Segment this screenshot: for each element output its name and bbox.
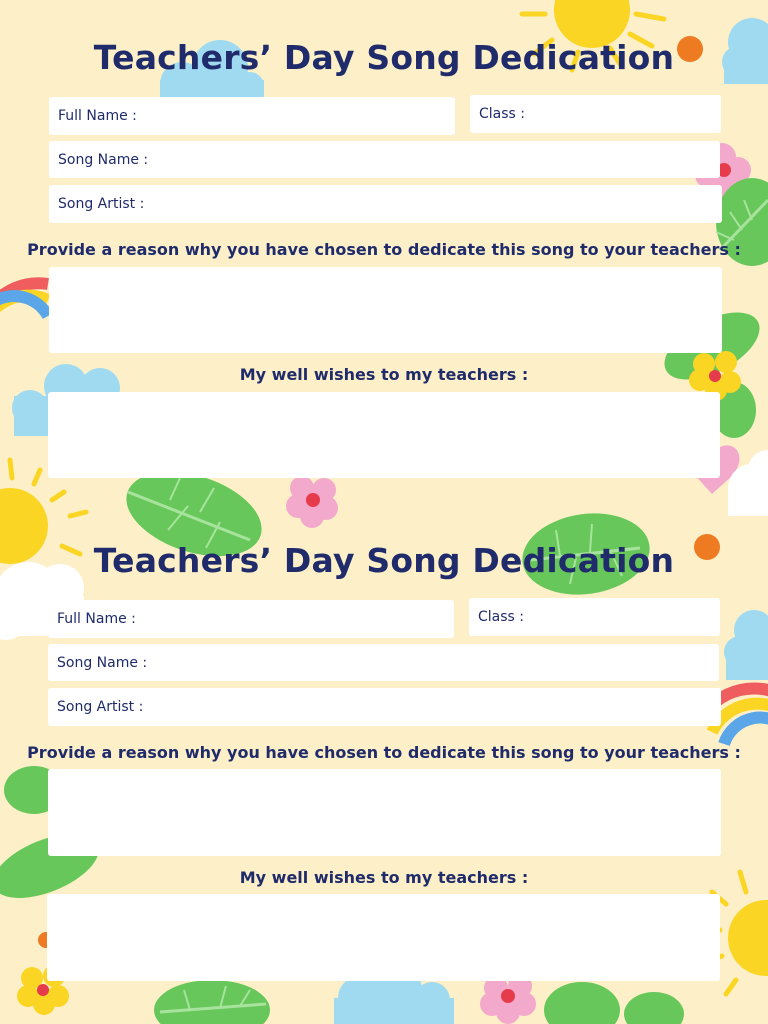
- wishes-prompt: My well wishes to my teachers :: [239, 365, 529, 384]
- reason-prompt: Provide a reason why you have chosen to dedicate this song to your teachers :: [27, 743, 741, 762]
- form-title: Teachers’ Day Song Dedication: [93, 38, 675, 77]
- song-name-field[interactable]: [48, 644, 719, 681]
- reason-textbox[interactable]: [49, 267, 722, 353]
- song-name-label: Song Name :: [57, 654, 148, 671]
- class-label: Class :: [479, 106, 525, 122]
- wishes-textbox[interactable]: [47, 894, 720, 981]
- song-artist-field[interactable]: [48, 688, 721, 726]
- song-artist-label: Song Artist :: [58, 196, 145, 212]
- wishes-prompt: My well wishes to my teachers :: [239, 868, 529, 887]
- leaf-icon: [154, 980, 270, 1024]
- reason-prompt: Provide a reason why you have chosen to dedicate this song to your teachers :: [27, 240, 741, 259]
- song-artist-field[interactable]: [49, 185, 722, 223]
- class-field[interactable]: [469, 598, 720, 636]
- song-name-field[interactable]: [49, 141, 720, 178]
- song-artist-label: Song Artist :: [57, 699, 144, 715]
- full-name-label: Full Name :: [57, 611, 136, 627]
- reason-textbox[interactable]: [48, 769, 721, 856]
- leaf-icon: [544, 982, 684, 1024]
- dedication-form-1: [0, 0, 768, 480]
- class-field[interactable]: [470, 95, 721, 133]
- wishes-textbox[interactable]: [48, 392, 720, 478]
- full-name-field[interactable]: [48, 600, 454, 638]
- dedication-form-2: [0, 503, 768, 983]
- song-name-label: Song Name :: [58, 151, 149, 168]
- class-label: Class :: [478, 609, 524, 625]
- full-name-label: Full Name :: [58, 108, 137, 124]
- form-title: Teachers’ Day Song Dedication: [93, 541, 675, 580]
- full-name-field[interactable]: [49, 97, 455, 135]
